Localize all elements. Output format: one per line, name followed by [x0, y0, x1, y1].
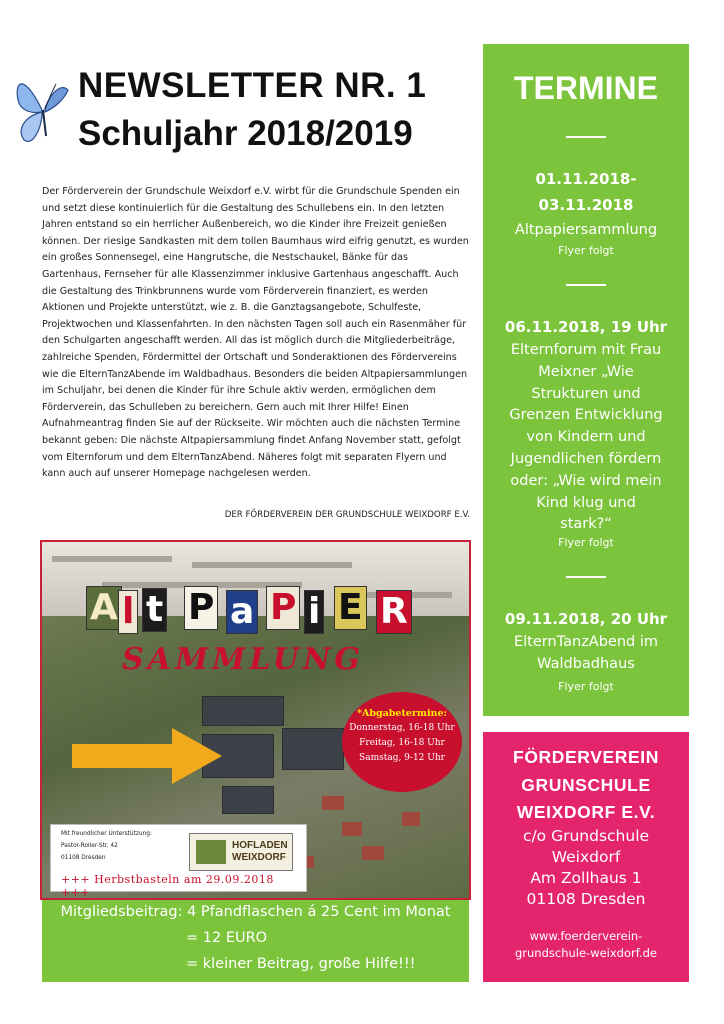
contact-box — [483, 732, 689, 982]
address-line: Am Zollhaus 1 — [530, 869, 642, 887]
newsletter-title: NEWSLETTER NR. 1 — [78, 66, 427, 105]
hofladen-logo — [189, 833, 293, 871]
desc-line: Waldbadhaus — [537, 655, 635, 672]
desc-line: stark?“ — [560, 516, 612, 533]
desc-line: ElternTanzAbend im — [513, 634, 659, 650]
desc-line: Grenzen Entwicklung — [509, 407, 663, 424]
membership-fee-bar — [42, 900, 469, 982]
termine-heading: TERMINE — [514, 70, 658, 106]
article-body: Der Förderverein der Grundschule Weixdorf e.V. wirbt für die Grundschule Spenden ein und setzt diese kontinuierlich für die Gestaltung des Schullebens ein. In den letzten Jahren entstand so ein herrlicher Außenbereich, wo die Kinder ihre Freizeit genießen können. Der riesige Sandkasten mit dem tollen Baumhaus wird eifrig genutzt, es wurden ein großes Sonnensegel, eine Hangrutsche, die Nestschaukel, Bänke für das Gartenhaus, Fernseher für alle Klassenzimmer inklusive Gartenhaus angeschafft. Auch die Gestaltung des Trinkbrunnens wurde vom Förderverein finanziert, es werden Aktionen und Projekte unterstützt, wie z. B. die Ganztagsangebote, Schulfeste, Projektwochen und Klassenfahrten. In den nächsten Tagen soll auch ein Rasenmäher für den Schulgarten angeschafft werden. All das ist möglich durch die Mitgliederbeiträge, zahlreiche Spenden, Fördermittel der Ortschaft und Sonderaktionen des Fördervereins wie die ElternTanzAbende im Waldbadhaus. Besonders die beiden Altpapiersammlungen im Schuljahr, bei denen die Kinder für ihre Schule aktiv werden, ermöglichen dem Förderverein, das Schulleben zu bereichern. Gern auch mit Ihrer Hilfe! Einen Aufnahmeantrag finden Sie auf der Rückseite. Wir möchten auch die nächsten Termine bekannt geben: Die nächste Altpapiersammlung findet Anfang November statt, gefolgt vom Elternforum und dem ElternTanzAbend. Näheres folgt mit separaten Flyern und kann auch auf unserer Homepage nachgelesen werden. — [42, 186, 469, 480]
address-line: Weixdorf — [551, 848, 621, 866]
event-description — [489, 632, 683, 676]
hofladen-line: WEIXDORF — [232, 852, 286, 863]
event-date: 06.11.2018, 19 Uhr — [504, 318, 668, 336]
org-line: FÖRDERVEREIN — [513, 747, 659, 767]
termine-panel — [483, 44, 689, 716]
event-description: Altpapiersammlung — [514, 222, 658, 238]
website-line: www.foerderverein- — [529, 929, 643, 943]
flyer-letter: t — [142, 588, 167, 632]
flyer-letter: a — [226, 590, 258, 634]
event-date: 03.11.2018 — [538, 196, 634, 214]
divider — [566, 576, 606, 578]
membership-line: = 12 EURO — [186, 930, 268, 946]
flyer-letter: A — [86, 586, 122, 630]
website-line: grundschule-weixdorf.de — [514, 946, 657, 960]
event-note: Flyer folgt — [558, 244, 614, 257]
membership-line: = kleiner Beitrag, große Hilfe!!! — [186, 956, 416, 972]
address-line: c/o Grundschule — [522, 827, 650, 845]
desc-line: Elternforum mit Frau — [510, 342, 662, 358]
membership-line: Mitgliedsbeitrag: 4 Pfandflaschen á 25 Cent im Monat — [60, 904, 451, 920]
desc-line: Jugendlichen fördern — [510, 450, 662, 467]
abgabe-line: Samstag, 9-12 Uhr — [359, 753, 445, 763]
altpapier-flyer — [42, 542, 469, 898]
address-line: 01108 Dresden — [526, 890, 646, 908]
hofladen-line: HOFLADEN — [232, 840, 288, 851]
abgabe-line: Freitag, 16-18 Uhr — [359, 738, 445, 748]
sponsor-box — [50, 824, 307, 898]
org-line: GRUNSCHULE — [521, 774, 651, 795]
sponsor-line: Pastor-Roller-Str. 42 — [61, 843, 118, 849]
abgabe-line: Donnerstag, 16-18 Uhr — [349, 723, 455, 733]
website-link[interactable] — [483, 928, 689, 962]
flyer-letter: E — [334, 586, 367, 630]
flyer-letter: P — [184, 586, 218, 630]
sponsor-line: Mit freundlicher Unterstützung: — [61, 831, 152, 837]
organization-name — [483, 744, 689, 827]
flyer-subtitle: SAMMLUNG — [122, 642, 365, 677]
abgabe-badge — [342, 692, 462, 792]
desc-line: Meixner „Wie — [538, 363, 634, 380]
event-date: 01.11.2018- — [535, 170, 637, 188]
address — [483, 826, 689, 910]
event-description — [489, 340, 683, 536]
event-note: Flyer folgt — [558, 536, 614, 549]
herbstbasteln-note: +++ Herbstbasteln am 29.09.2018 +++ — [61, 873, 274, 898]
event-note: Flyer folgt — [558, 680, 614, 693]
school-year-title: Schuljahr 2018/2019 — [78, 114, 413, 153]
flyer-letter: R — [376, 590, 412, 634]
article-signature: DER FÖRDERVEREIN DER GRUNDSCHULE WEIXDORF E.V. — [224, 510, 470, 520]
sponsor-line: 01108 Dresden — [61, 855, 106, 861]
shop-icon — [196, 840, 226, 864]
abgabe-title: *Abgabetermine: — [356, 708, 448, 719]
desc-line: Strukturen und — [531, 385, 641, 402]
butterfly-icon — [12, 70, 74, 150]
event-date: 09.11.2018, 20 Uhr — [504, 610, 668, 628]
divider — [566, 284, 606, 286]
arrow-right-icon — [72, 728, 222, 784]
divider — [566, 136, 606, 138]
desc-line: Kind klug und — [536, 494, 636, 511]
flyer-letter: i — [304, 590, 324, 634]
flyer-letter: l — [118, 590, 138, 634]
desc-line: von Kindern und — [526, 429, 646, 446]
desc-line: oder: „Wie wird mein — [510, 472, 662, 489]
org-line: WEIXDORF E.V. — [516, 802, 656, 822]
flyer-letter: P — [266, 586, 300, 630]
